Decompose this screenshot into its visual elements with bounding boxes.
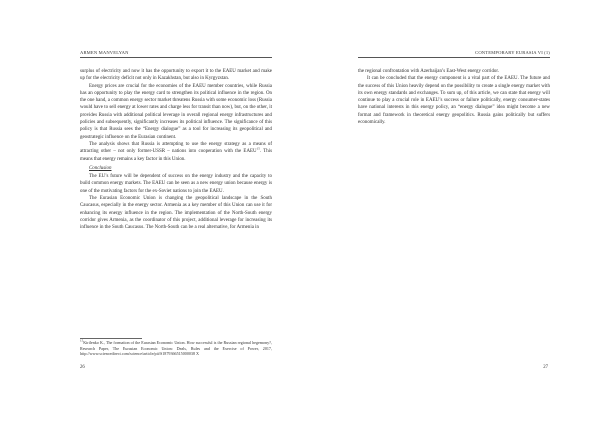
paragraph: The Eurasian Economic Union is changing the geopolitical landscape in the South Caucasus, especially in the energy sector. Armenia as a key member of this Union can use it for enhancing its energy influence in the region. The implementation of the North-South energy corridor gives Armenia, as the coordinator of this project, additional leverage for increasing its influence in the South Caucasus. The North-South can be a real alternative, for Armenia in (80, 196, 272, 231)
left-body-text (80, 68, 272, 232)
paragraph: surplus of electricity and now it has the opportunity to export it to the EAEU market and make up for the electricity deficit not only in Kazakhstan, but also in Kyrgyzstan. (80, 69, 272, 82)
page-number: 27 (543, 365, 548, 370)
footnote (80, 340, 272, 357)
paragraph-text: The analysis shows that Russia is attempting to use the energy strategy as a means of attracting other – not only former-USSR – nations into cooperation with the EAEU (80, 141, 272, 155)
paragraph-text-tail: . This means that energy remains a key factor in this Union. (80, 149, 272, 162)
footnote-reference[interactable]: 15 (256, 146, 260, 151)
running-header-author: ARMEN MANVELYAN (80, 50, 129, 55)
paragraph (80, 141, 272, 163)
section-heading: Conclusion (89, 165, 112, 171)
header-rule (80, 57, 272, 58)
running-header-journal: CONTEMPORARY EURASIA VI (1) (475, 50, 550, 55)
right-page (300, 0, 600, 424)
footnote-rule (80, 338, 142, 339)
footnote-text: Kirilenko K., The formation of the Eurasian Economic Union. How successful is the Russian regional hegemony?, Research Paper, The Eurasian Economic Union: Deals, Rules and the Exercise of Power, 2017, http://www.sciencedirect.com/science/article/pii/S1879366515000038 X (80, 340, 272, 357)
right-body-text (358, 68, 550, 126)
footnote-mark: 15 (80, 338, 84, 343)
paragraph: It can be concluded that the energy component is a vital part of the EAEU. The future and the success of this Union heavily depend on the possibility to create a single energy market with its own energy standards and exchanges. To sum up, of this article, we can state that energy will continue to play a crucial role in EAEU’s success or failure politically, energy consumer-states have national interests in this energy policy, an “energy dialogue” idea might become a new format and framework in theoretical energy geopolitics. Russia gains politically but suffers economically. (358, 76, 550, 126)
paragraph: Energy prices are crucial for the economies of the EAEU member countries, while Russia has an opportunity to play the energy card to strengthen its political influence in the region. On the one hand, a common energy sector market threatens Russia with some economic loss (Russia would have to sell energy at lower rates and charge less for transit than now), but, on the other, it provides Russia with additional political leverage in overall regional energy infrastructures and policies and subsequently, significantly increases its political influence. The significance of this policy is that Russia sees the “Energy dialogue” as a tool for increasing its geopolitical and geostrategic influence on the Eurasian continent. (80, 83, 272, 140)
paragraph: the regional confrontation with Azerbaijan’s East-West energy corridor. (358, 69, 500, 74)
page-number: 26 (80, 365, 85, 370)
paragraph: The EU’s future will be dependent of success on the energy industry and the capacity to build common energy markets. The EAEU can be seen as a new energy union because energy is one of the motivating factors for the ex-Soviet nations to join the EAEU. (80, 174, 272, 194)
header-rule (358, 57, 550, 58)
